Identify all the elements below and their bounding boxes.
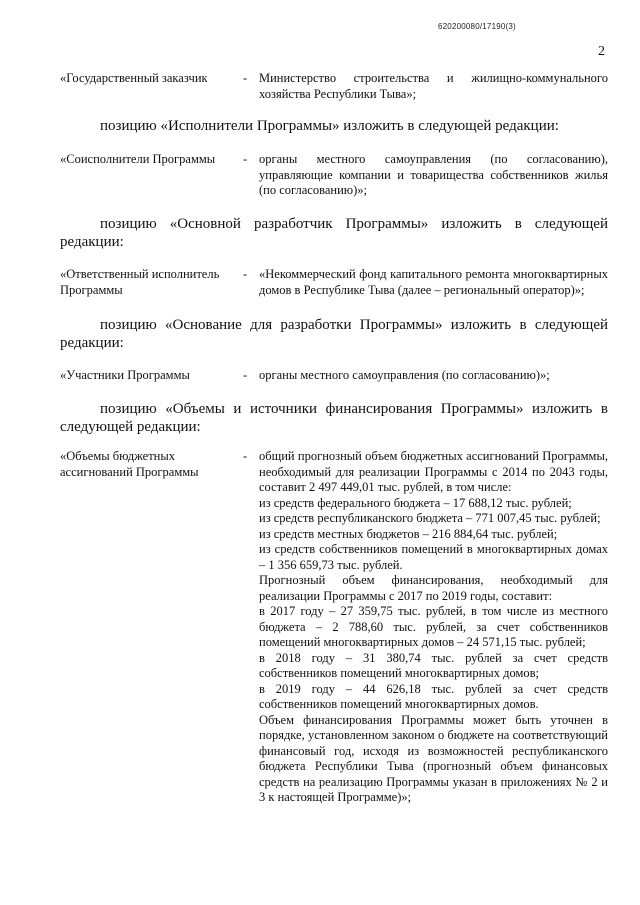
instruction-basis: позицию «Основание для разработки Программы» изложить в следующей редакции:: [60, 317, 608, 351]
row-coexecutors: [60, 152, 608, 199]
row-definition: Министерство строительства и жилищно-коммунального хозяйства Республики Тыва»;: [259, 71, 608, 101]
row-dash: -: [243, 449, 248, 463]
row-term: «Ответственный исполнитель Программы: [60, 267, 220, 297]
instruction-developer: позицию «Основной разработчик Программы» изложить в следующей редакции:: [60, 216, 608, 250]
budget-line: Прогнозный объем финансирования, необходимый для реализации Программы с 2017 по 2019 годы, составит:: [259, 573, 608, 603]
budget-line: из средств республиканского бюджета – 771 007,45 тыс. рублей;: [259, 511, 601, 525]
row-dash: -: [243, 368, 248, 382]
row-definition: [259, 449, 608, 806]
instruction-volumes: позицию «Объемы и источники финансирования Программы» изложить в следующей редакции:: [60, 401, 608, 435]
budget-line: из средств собственников помещений в многоквартирных домах – 1 356 659,73 тыс. рублей.: [259, 542, 608, 572]
instruction-executors: позицию «Исполнители Программы» изложить в следующей редакции:: [100, 118, 559, 134]
row-dash: -: [243, 71, 248, 85]
row-term: «Государственный заказчик: [60, 71, 208, 85]
row-term: «Объемы бюджетных ассигнований Программы: [60, 449, 199, 479]
page-number: 2: [598, 44, 605, 59]
row-participants: [60, 368, 608, 384]
budget-line: из средств федерального бюджета – 17 688,12 тыс. рублей;: [259, 495, 572, 510]
budget-line: в 2017 году – 27 359,75 тыс. рублей, в том числе из местного бюджета – 2 788,60 тыс. рублей, за счет собственников помещений многоквартирных домов – 24 571,15 тыс. рублей;: [259, 604, 608, 649]
budget-line: из средств местных бюджетов – 216 884,64 тыс. рублей;: [259, 526, 558, 541]
budget-line: в 2019 году – 44 626,18 тыс. рублей за счет средств собственников помещений многоквартирных домов.: [259, 681, 608, 711]
budget-line: общий прогнозный объем бюджетных ассигнований Программы, необходимый для реализации Программы с 2014 по 2043 годы, составит 2 497 449,01 тыс. рублей, в том числе:: [259, 449, 608, 494]
row-definition: органы местного самоуправления (по согласованию), управляющие компании и товарищества собственников жилья (по согласованию)»;: [259, 152, 608, 197]
budget-line: в 2018 году – 31 380,74 тыс. рублей за счет средств собственников помещений многоквартирных домов;: [259, 650, 608, 680]
row-budget: [60, 449, 608, 806]
row-customer: [60, 71, 608, 102]
budget-line: Объем финансирования Программы может быть уточнен в порядке, установленном законом о бюджете на соответствующий финансовый год, исходя из возможностей республиканского бюджета Республики Тыва (прогнозный объем финансовых средств на реализацию Программы указан в приложениях № 2 и 3 к настоящей Программе)»;: [259, 712, 608, 804]
row-term: «Участники Программы: [60, 368, 190, 382]
row-dash: -: [243, 267, 248, 281]
row-term: «Соисполнители Программы: [60, 152, 216, 166]
row-definition: органы местного самоуправления (по согласованию)»;: [259, 368, 550, 382]
row-responsible: [60, 267, 608, 298]
document-code: 620200080/17190(3): [438, 22, 516, 31]
row-definition: «Некоммерческий фонд капитального ремонта многоквартирных домов в Республике Тыва (далее – региональный оператор)»;: [259, 267, 608, 297]
row-dash: -: [243, 152, 248, 166]
